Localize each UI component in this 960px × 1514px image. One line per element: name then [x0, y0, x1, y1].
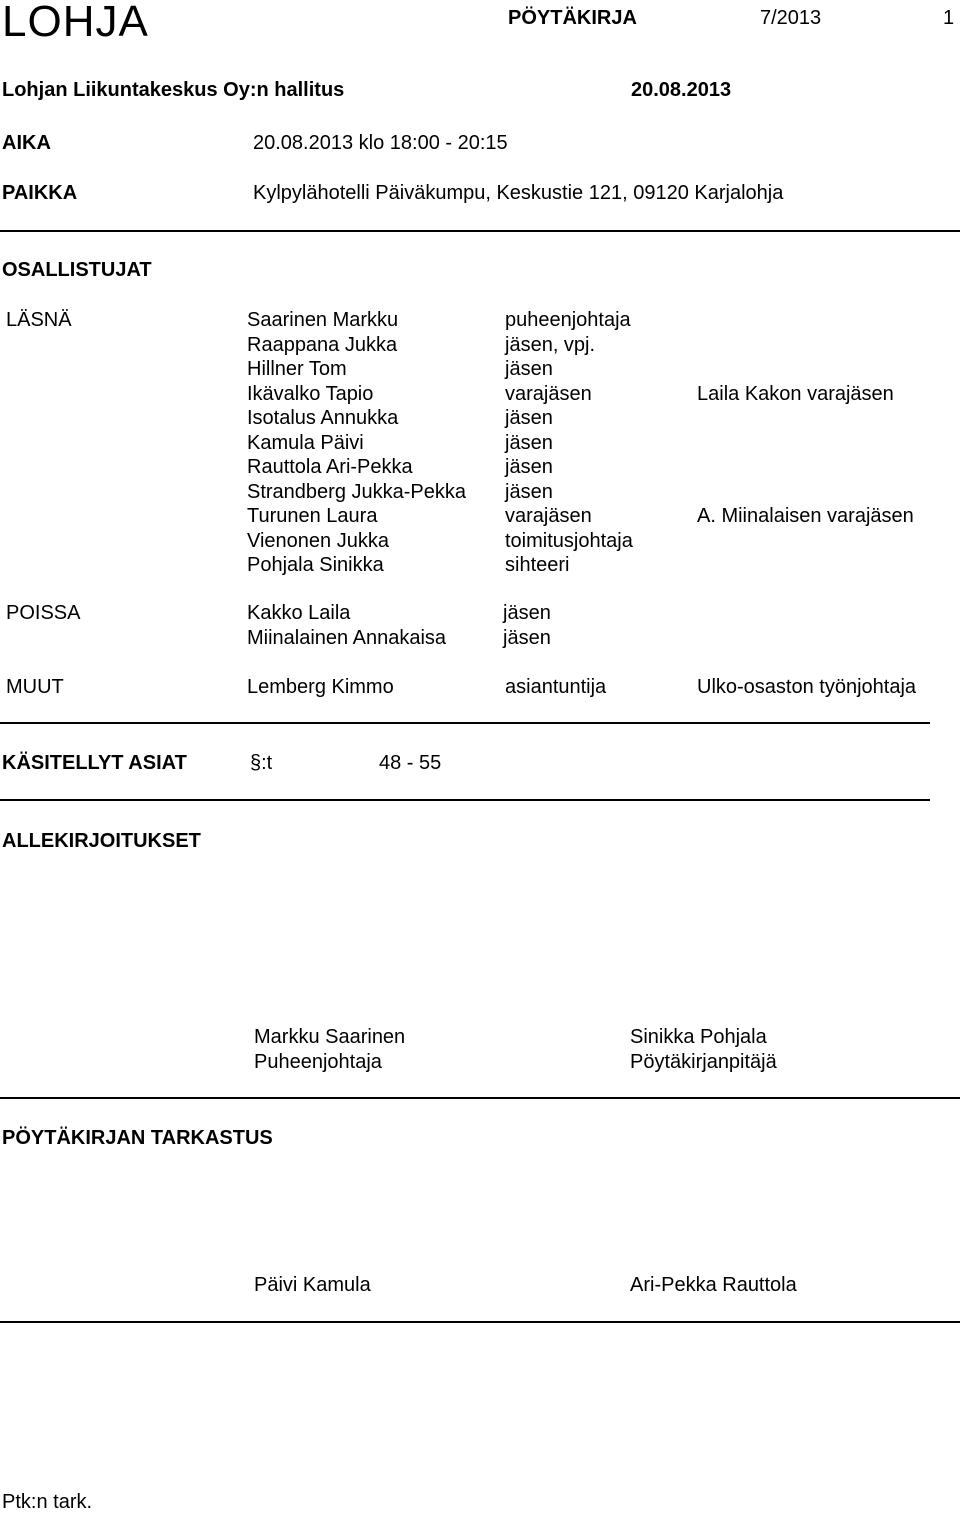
lasna-name: Raappana Jukka: [247, 333, 398, 356]
lasna-label: LÄSNÄ: [6, 309, 72, 331]
lasna-role: varajäsen: [505, 505, 592, 527]
footer-initials: Ptk:n tark.: [2, 1491, 93, 1513]
divider: [0, 230, 960, 232]
signer-chair-name: Markku Saarinen: [254, 1026, 406, 1048]
organ-name: Lohjan Liikuntakeskus Oy:n hallitus: [2, 79, 345, 101]
divider: [0, 1097, 960, 1099]
tarkastus-heading: PÖYTÄKIRJAN TARKASTUS: [2, 1127, 273, 1149]
poissa-name: Kakko Laila: [247, 602, 351, 624]
paikka-value: Kylpylähotelli Päiväkumpu, Keskustie 121, 09120 Karjalohja: [253, 182, 784, 204]
signer-secretary-name: Sinikka Pohjala: [630, 1026, 767, 1048]
poissa-role: jäsen: [503, 602, 551, 624]
lasna-role: puheenjohtaja: [505, 309, 631, 331]
lasna-note: Laila Kakon varajäsen: [697, 382, 894, 405]
kasitellyt-prefix: §:t: [250, 752, 273, 774]
lasna-name: Isotalus Annukka: [247, 407, 399, 429]
lasna-note: A. Miinalaisen varajäsen: [697, 505, 914, 527]
kasitellyt-range: 48 - 55: [379, 752, 442, 774]
lasna-role: jäsen: [505, 480, 553, 503]
lasna-name: Saarinen Markku: [247, 309, 399, 331]
muut-label: MUUT: [6, 676, 64, 698]
lasna-role: jäsen: [505, 407, 553, 429]
lasna-role: toimitusjohtaja: [505, 529, 633, 552]
muut-role: asiantuntija: [505, 676, 607, 698]
lasna-name: Strandberg Jukka-Pekka: [247, 480, 467, 503]
osallistujat-heading: OSALLISTUJAT: [2, 259, 152, 281]
lohja-logo: LOHJA: [2, 0, 149, 46]
inspector-1-name: Päivi Kamula: [254, 1274, 371, 1296]
divider: [0, 1321, 960, 1323]
divider: [0, 799, 930, 801]
lasna-role: sihteeri: [505, 554, 570, 576]
lasna-role: jäsen, vpj.: [505, 333, 596, 356]
lasna-name: Vienonen Jukka: [247, 529, 389, 552]
poissa-role: jäsen: [503, 627, 551, 649]
signer-secretary-title: Pöytäkirjanpitäjä: [630, 1051, 777, 1073]
allekirjoitukset-heading: ALLEKIRJOITUKSET: [2, 830, 201, 852]
lasna-role: varajäsen: [505, 382, 592, 405]
muut-note: Ulko-osaston työnjohtaja: [697, 676, 917, 698]
aika-label: AIKA: [2, 132, 51, 154]
lasna-role: jäsen: [505, 456, 553, 478]
signer-chair-title: Puheenjohtaja: [254, 1051, 382, 1073]
poissa-label: POISSA: [6, 602, 81, 624]
lasna-role: jäsen: [505, 358, 553, 380]
page-number: 1: [943, 7, 955, 29]
document-type: PÖYTÄKIRJA: [508, 7, 637, 29]
meeting-date: 20.08.2013: [631, 79, 732, 101]
muut-name: Lemberg Kimmo: [247, 676, 394, 698]
paikka-label: PAIKKA: [2, 182, 78, 204]
lasna-name: Turunen Laura: [247, 505, 378, 527]
lasna-name: Rauttola Ari-Pekka: [247, 456, 413, 478]
kasitellyt-label: KÄSITELLYT ASIAT: [2, 752, 187, 774]
lasna-role: jäsen: [505, 431, 553, 454]
poissa-name: Miinalainen Annakaisa: [247, 627, 447, 649]
inspector-2-name: Ari-Pekka Rauttola: [630, 1274, 797, 1296]
lasna-name: Kamula Päivi: [247, 431, 364, 454]
aika-value: 20.08.2013 klo 18:00 - 20:15: [253, 132, 508, 154]
divider: [0, 722, 930, 724]
lasna-name: Ikävalko Tapio: [247, 382, 374, 405]
lasna-name: Hillner Tom: [247, 358, 347, 380]
lasna-name: Pohjala Sinikka: [247, 554, 384, 576]
document-number: 7/2013: [760, 7, 822, 29]
